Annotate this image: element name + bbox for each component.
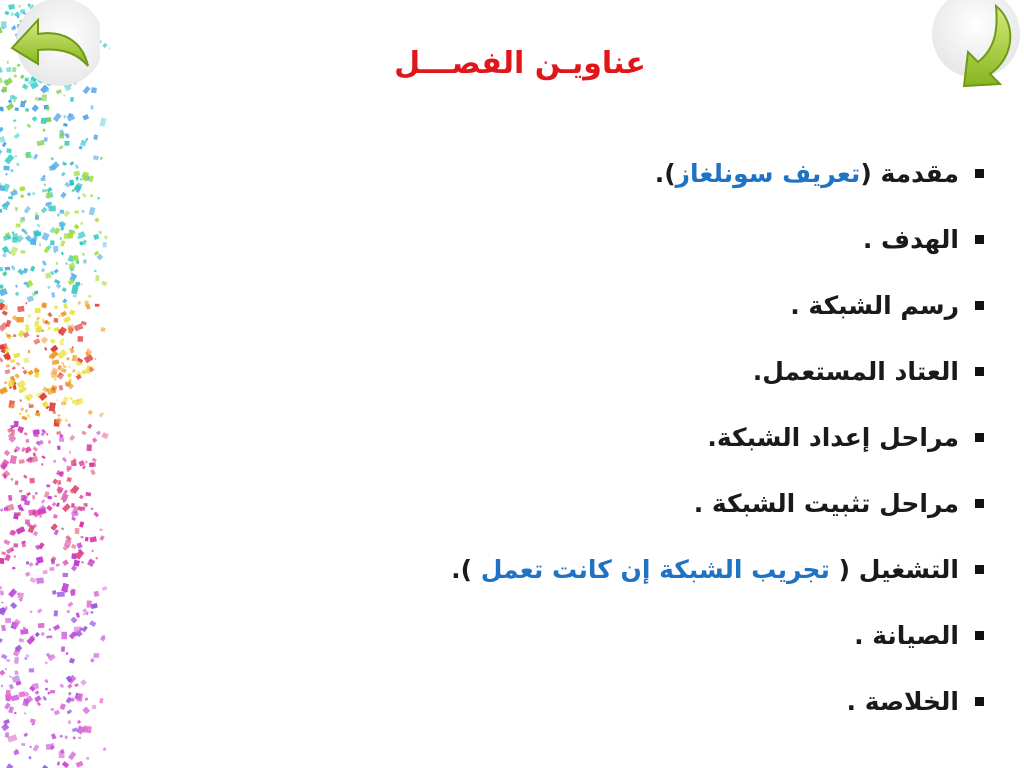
square-bullet-icon — [975, 301, 984, 310]
item-text-part: التشغيل ( — [829, 554, 959, 584]
list-item-text — [790, 291, 959, 320]
confetti-decoration — [0, 0, 135, 768]
list-item-text — [707, 423, 959, 452]
list-item — [284, 272, 984, 338]
curved-arrow-left-icon[interactable] — [0, 0, 100, 100]
list-item — [284, 338, 984, 404]
list-item — [284, 404, 984, 470]
item-highlight: تجريب الشبكة إن كانت تعمل — [480, 554, 830, 584]
list-item — [284, 668, 984, 734]
slide-title: عناويـن الفصـــل — [394, 46, 646, 81]
item-text-part: العتاد المستعمل. — [752, 356, 959, 386]
list-item — [284, 206, 984, 272]
list-item-text — [655, 159, 959, 188]
list-item-text — [854, 621, 959, 650]
item-text-part: مراحل إعداد الشبكة. — [707, 422, 959, 452]
item-text-part: مقدمة ( — [860, 158, 959, 188]
list-item — [284, 140, 984, 206]
square-bullet-icon — [975, 433, 984, 442]
list-item-text — [863, 225, 959, 254]
square-bullet-icon — [975, 367, 984, 376]
curved-arrow-right-icon[interactable] — [924, 0, 1024, 100]
item-text-part: رسم الشبكة . — [790, 290, 959, 320]
square-bullet-icon — [975, 631, 984, 640]
item-text-part: الهدف . — [862, 224, 959, 254]
list-item-text — [753, 357, 959, 386]
item-text-part: الخلاصة . — [846, 686, 959, 716]
item-text-part: مراحل تثبيت الشبكة . — [693, 488, 959, 518]
item-text-part: الصيانة . — [854, 620, 959, 650]
item-text-part: ). — [451, 554, 481, 584]
list-item-text — [694, 489, 959, 518]
square-bullet-icon — [975, 235, 984, 244]
square-bullet-icon — [975, 499, 984, 508]
list-item — [284, 470, 984, 536]
list-item — [284, 536, 984, 602]
list-item — [284, 602, 984, 668]
list-item-text — [847, 687, 959, 716]
square-bullet-icon — [975, 565, 984, 574]
item-highlight: تعريف سونلغاز — [675, 158, 861, 188]
square-bullet-icon — [975, 169, 984, 178]
square-bullet-icon — [975, 697, 984, 706]
item-text-part: ). — [654, 158, 676, 188]
topic-list — [284, 140, 984, 734]
list-item-text — [451, 555, 959, 584]
